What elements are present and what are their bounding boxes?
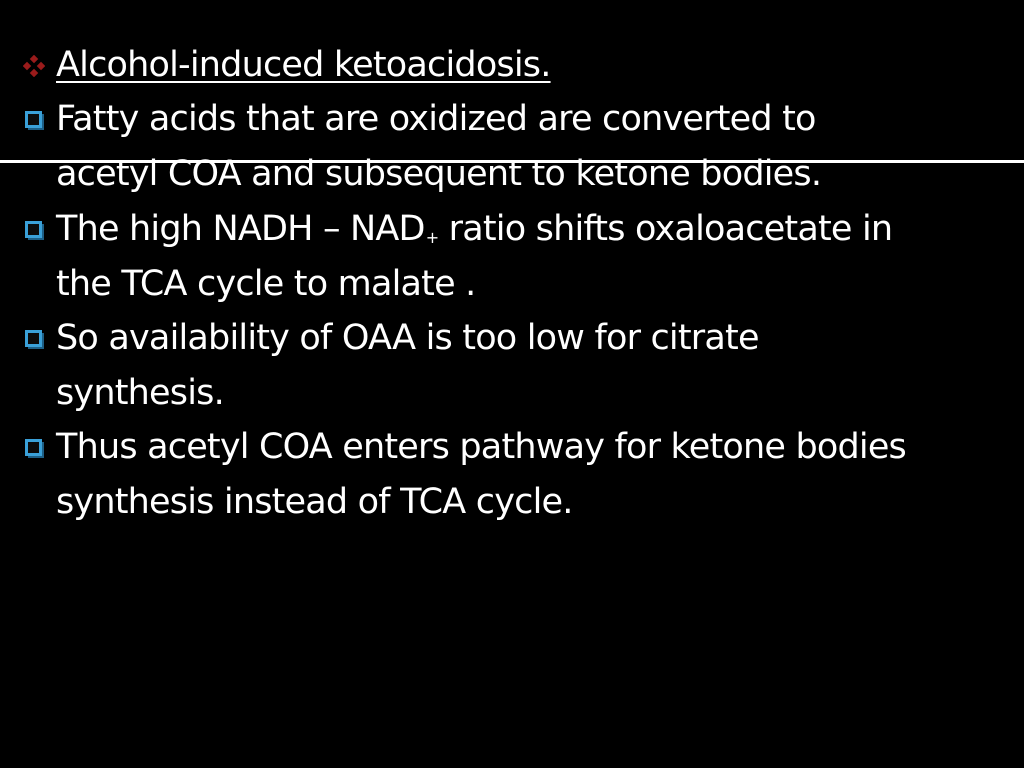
diamond-cluster-icon [20, 38, 48, 94]
hollow-square-icon [20, 92, 48, 148]
hollow-square-icon [20, 420, 48, 476]
bullet-text-line: Fatty acids that are oxidized are converted to [56, 99, 816, 139]
bullet-item [20, 92, 1010, 202]
bullet-text-line: the TCA cycle to malate . [56, 264, 476, 304]
hollow-square-icon [20, 202, 48, 258]
slide-title-item [20, 38, 1010, 93]
bullet-text-line [56, 202, 1010, 257]
bullet-text-line: So availability of OAA is too low for citrate [56, 318, 759, 358]
slide-title: Alcohol-induced ketoacidosis. [56, 45, 551, 85]
bullet-text-segment: ratio shifts oxaloacetate in [438, 209, 893, 249]
bullet-text-line: acetyl COA and subsequent to ketone bodies. [56, 154, 822, 194]
bullet-text-line: Thus acetyl COA enters pathway for ketone bodies [56, 427, 906, 467]
superscript-plus: + [425, 228, 439, 247]
bullet-item [20, 311, 1010, 421]
bullet-item [20, 202, 1010, 312]
bullet-text-line: synthesis. [56, 373, 224, 413]
bullet-text-segment: The high NADH – NAD [56, 209, 425, 249]
bullet-item [20, 420, 1010, 530]
hollow-square-icon [20, 311, 48, 367]
bullet-text-line: synthesis instead of TCA cycle. [56, 482, 573, 522]
